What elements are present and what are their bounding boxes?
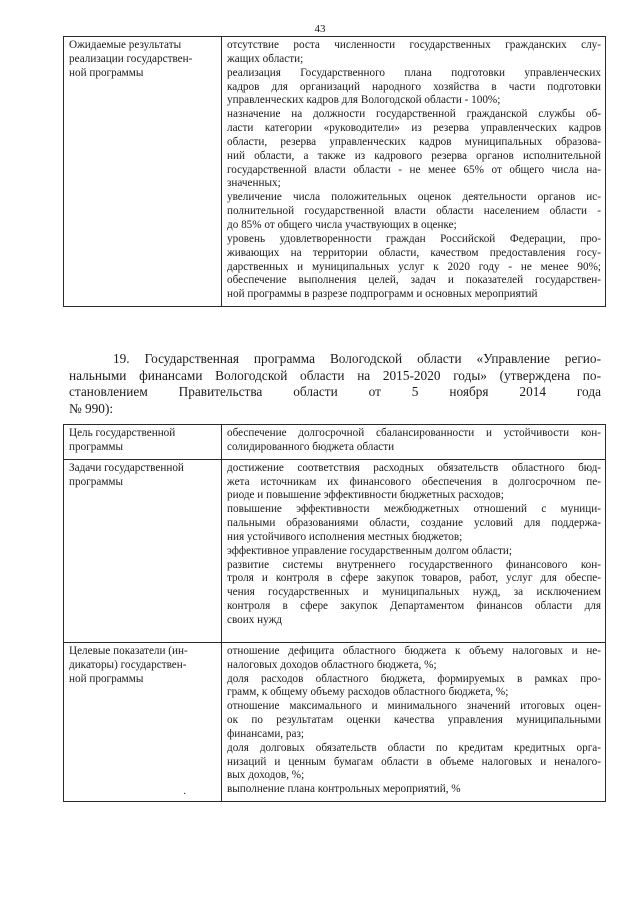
value-line: эффективное управление государственным долгом области; bbox=[227, 544, 512, 557]
value-line: грамм, к общему объему расходов областного бюджета, %; bbox=[227, 686, 509, 699]
heading-line: становлением Правительства области от 5 ноября 2014 года bbox=[69, 384, 601, 400]
value-line: доля долговых обязательств области по кредитам кредитных орга- bbox=[227, 741, 601, 754]
label-line: Задачи государственной bbox=[69, 461, 184, 474]
expected-results-table bbox=[63, 36, 606, 307]
value-line: государственной власти области - не менее 65% от общего числа на- bbox=[227, 163, 601, 176]
row-value bbox=[222, 425, 606, 460]
row-value bbox=[222, 642, 606, 801]
value-line: риоде и повышение эффективности бюджетных расходов; bbox=[227, 489, 504, 502]
heading-line: нальными финансами Вологодской области на 2015-2020 годы» (утверждена по- bbox=[69, 367, 601, 383]
label-line: программы bbox=[69, 475, 123, 488]
value-line: ок по результатам оценки качества управления муниципальными bbox=[227, 714, 601, 727]
value-line: обеспечение выполнения целей, задач и показателей государствен- bbox=[227, 274, 601, 287]
value-line: значенных; bbox=[227, 177, 281, 190]
label-line: ной программы bbox=[69, 672, 144, 685]
row-value bbox=[222, 459, 606, 642]
value-line: повышение эффективности межбюджетных отношений с муници- bbox=[227, 503, 601, 516]
value-line: области, резерва управленческих кадров муниципальных образова- bbox=[227, 135, 601, 148]
label-line: Ожидаемые результаты bbox=[69, 39, 182, 51]
value-line: ний области, а также из кадрового резерва органов исполнительной bbox=[227, 149, 601, 162]
value-line: реализация Государственного плана подготовки управленческих bbox=[227, 66, 601, 79]
value-line: дарственных и муниципальных услуг к 2020 году - не менее 90%; bbox=[227, 260, 601, 273]
value-line: живающих на территории области, качеством предоставления госу- bbox=[227, 246, 601, 259]
value-line: назначение на должности государственной гражданской службы об- bbox=[227, 108, 601, 121]
value-line: чения государственных и муниципальных нужд, за исключением bbox=[227, 586, 601, 599]
scan-speck: · bbox=[183, 789, 187, 800]
value-line: отношение максимального и минимального значений итоговых оцен- bbox=[227, 700, 601, 713]
value-line: ной программы в разрезе подпрограмм и основных мероприятий bbox=[227, 288, 538, 301]
label-line: реализации государствен- bbox=[69, 52, 193, 65]
label-line: Целевые показатели (ин- bbox=[69, 644, 188, 657]
label-line: дикаторы) государствен- bbox=[69, 658, 187, 671]
label-line: Цель государственной bbox=[69, 427, 176, 439]
table-row bbox=[64, 642, 606, 801]
value-line: выполнение плана контрольных мероприятий, % bbox=[227, 783, 461, 796]
row-label bbox=[64, 459, 222, 642]
value-line: ния устойчивого исполнения местных бюджетов; bbox=[227, 530, 463, 543]
value-line: пальными образованиями области, создание условий для поддержа- bbox=[227, 517, 601, 530]
section-heading bbox=[69, 351, 601, 417]
value-line: жащих области; bbox=[227, 52, 304, 65]
heading-line: 19. Государственная программа Вологодской области «Управление регио- bbox=[113, 351, 601, 366]
value-line: ласти категории «руководители» из резерва управленческих кадров bbox=[227, 122, 601, 135]
value-line: обеспечение долгосрочной сбалансированности и устойчивости кон- bbox=[227, 427, 601, 439]
value-line: троля и контроля в сфере закупок товаров, работ, услуг для обеспе- bbox=[227, 572, 601, 585]
value-line: жета источникам их финансового обеспечения в долгосрочном пе- bbox=[227, 475, 601, 488]
heading-line: № 990): bbox=[69, 400, 114, 416]
value-line: отношение дефицита областного бюджета к объему налоговых и не- bbox=[227, 644, 601, 657]
value-line: управленческих кадров для Вологодской области - 100%; bbox=[227, 94, 501, 107]
value-line: достижение соответствия расходных обязательств областного бюд- bbox=[227, 461, 601, 474]
label-line: программы bbox=[69, 440, 123, 453]
page-number: 43 bbox=[314, 23, 326, 35]
value-line: до 85% от общего числа участвующих в оценке; bbox=[227, 218, 457, 231]
row-value bbox=[222, 37, 606, 307]
value-line: солидированного бюджета области bbox=[227, 440, 395, 453]
table-row bbox=[64, 37, 606, 307]
value-line: отсутствие роста численности государственных гражданских слу- bbox=[227, 39, 601, 51]
value-line: вых доходов, %; bbox=[227, 769, 305, 782]
row-label bbox=[64, 642, 222, 801]
value-line: финансами, раз; bbox=[227, 727, 304, 740]
value-line: низаций и ценным бумагам области в объеме налоговых и неналого- bbox=[227, 755, 601, 768]
label-line: ной программы bbox=[69, 66, 144, 79]
value-line: кадров для организаций народного хозяйства в части подготовки bbox=[227, 80, 601, 93]
table-row bbox=[64, 459, 606, 642]
value-line: контроля в сфере закупок Департаментом финансов области для bbox=[227, 600, 601, 613]
table-row bbox=[64, 425, 606, 460]
value-line: своих нужд bbox=[227, 613, 282, 626]
row-label bbox=[64, 425, 222, 460]
value-line: уровень удовлетворенности граждан Российской Федерации, про- bbox=[227, 232, 601, 245]
row-label bbox=[64, 37, 222, 307]
program-passport-table bbox=[63, 424, 606, 802]
value-line: налоговых доходов областного бюджета, %; bbox=[227, 658, 437, 671]
value-line: развитие системы внутреннего государственного финансового кон- bbox=[227, 558, 601, 571]
value-line: полнительной государственной власти области населением области - bbox=[227, 205, 601, 218]
value-line: увеличение числа положительных оценок деятельности органов ис- bbox=[227, 191, 601, 204]
value-line: доля расходов областного бюджета, формируемых в рамках про- bbox=[227, 672, 601, 685]
